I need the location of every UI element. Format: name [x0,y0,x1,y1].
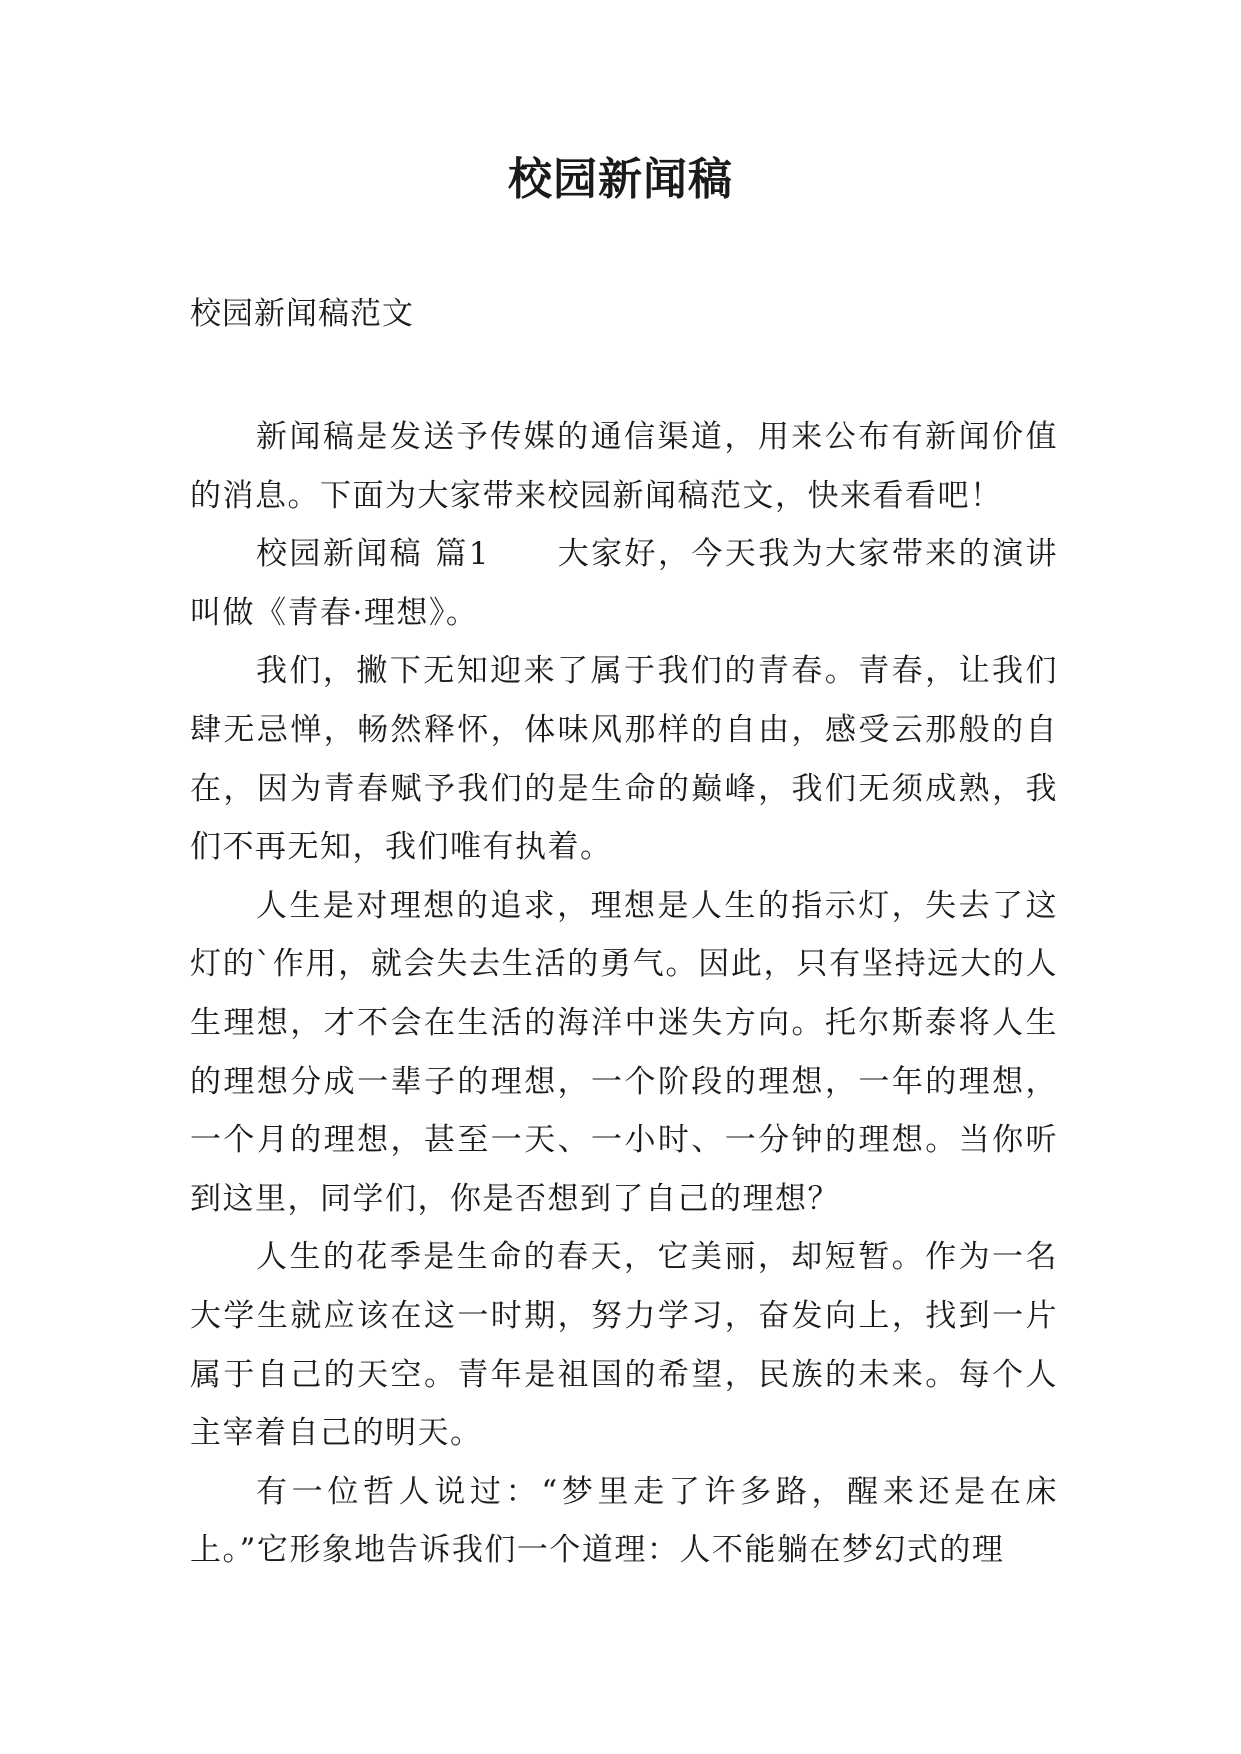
paragraph-youth: 我们，撇下无知迎来了属于我们的青春。青春，让我们肆无忌惮，畅然释怀，体味风那样的自由，感受云那般的自在，因为青春赋予我们的是生命的巅峰，我们无须成熟，我们不再无知，我们唯有执着。 [190,653,1058,866]
paragraph-speech-opening: 校园新闻稿 篇1 大家好，今天我为大家带来的演讲叫做《青春·理想》。 [190,536,1058,631]
paragraph-intro: 新闻稿是发送予传媒的通信渠道，用来公布有新闻价值的消息。下面为大家带来校园新闻稿范文，快来看看吧！ [190,419,1058,514]
document-subtitle: 校园新闻稿范文 [190,296,414,332]
paragraph-philosopher: 有一位哲人说过：“梦里走了许多路，醒来还是在床上。”它形象地告诉我们一个道理：人不能躺在梦幻式的理 [190,1473,1058,1569]
paragraph-flower-season: 人生的花季是生命的春天，它美丽，却短暂。作为一名大学生就应该在这一时期，努力学习，奋发向上，找到一片属于自己的天空。青年是祖国的希望，民族的未来。每个人主宰着自己的明天。 [190,1239,1058,1452]
paragraph-ideal: 人生是对理想的追求，理想是人生的指示灯，失去了这灯的`作用，就会失去生活的勇气。因此，只有坚持远大的人生理想，才不会在生活的海洋中迷失方向。托尔斯泰将人生的理想分成一辈子的理想，一个阶段的理想，一年的理想，一个月的理想，甚至一天、一小时、一分钟的理想。当你听到这里，同学们，你是否想到了自己的理想？ [190,887,1058,1217]
document-title: 校园新闻稿 [508,154,733,205]
document-body [190,408,1058,1580]
